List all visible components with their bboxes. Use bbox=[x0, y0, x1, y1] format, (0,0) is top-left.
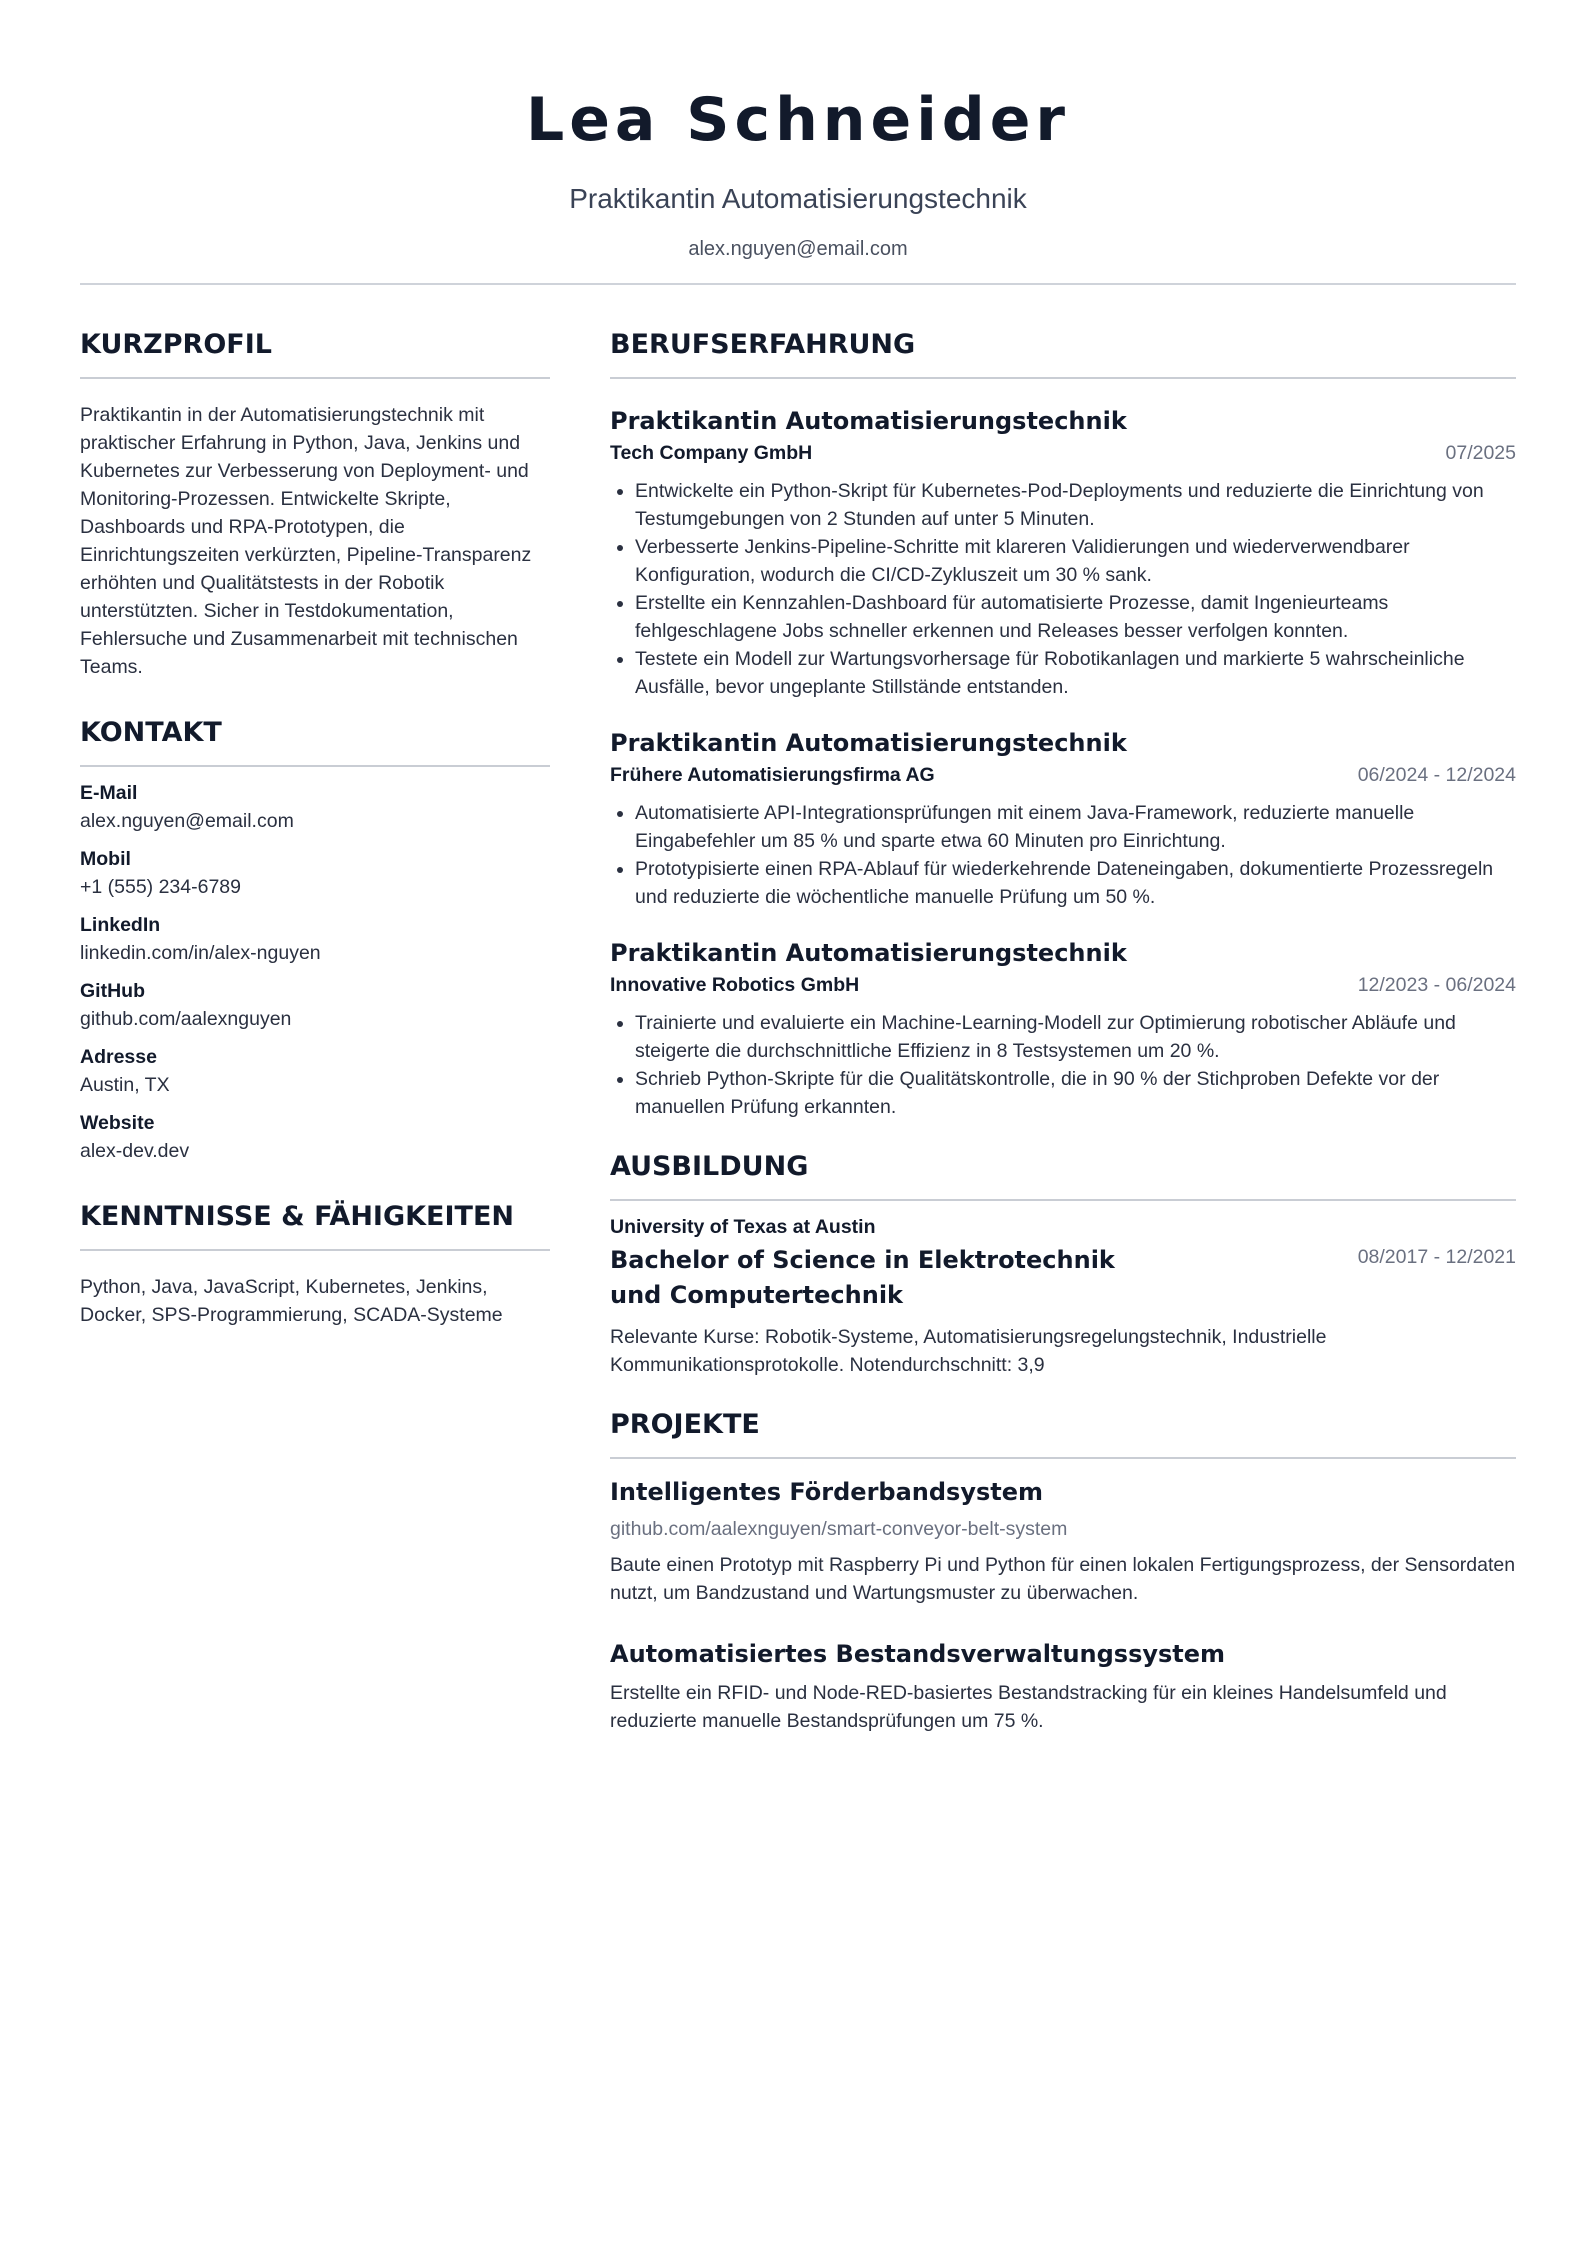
projects-heading: PROJEKTE bbox=[610, 1407, 1516, 1459]
project-link[interactable]: github.com/aalexnguyen/smart-conveyor-belt-system bbox=[610, 1518, 1068, 1540]
experience-heading: BERUFSERFAHRUNG bbox=[610, 327, 1516, 379]
education-heading: AUSBILDUNG bbox=[610, 1149, 1516, 1201]
contact-mobile bbox=[80, 845, 550, 901]
job-company: Tech Company GmbH bbox=[610, 442, 813, 464]
project-title: Intelligentes Förderbandsystem bbox=[610, 1478, 1044, 1506]
contact-github bbox=[80, 977, 550, 1033]
candidate-name: Lea Schneider bbox=[525, 85, 1070, 155]
skills-heading: KENNTNISSE & FÄHIGKEITEN bbox=[80, 1199, 550, 1251]
contact-label: E-Mail bbox=[80, 782, 138, 804]
contact-email bbox=[80, 779, 550, 835]
education-school: University of Texas at Austin bbox=[610, 1216, 876, 1238]
job-title: Praktikantin Automatisierungstechnik bbox=[610, 407, 1127, 435]
contact-label: Website bbox=[80, 1112, 155, 1134]
contact-value: alex.nguyen@email.com bbox=[80, 810, 294, 832]
skills-section bbox=[80, 1199, 550, 1329]
header-divider bbox=[80, 283, 1516, 285]
job-bullet: • Erstellte ein Kennzahlen-Dashboard für automatisierte Prozesse, damit Ingenieurteams fehlgeschlagene Jobs schneller erkennen und Releases besser verfolgen konnten. bbox=[635, 589, 1516, 645]
job-bullet: • Entwickelte ein Python-Skript für Kubernetes-Pod-Deployments und reduzierte die Einrichtung von Testumgebungen von 2 Stunden auf unter 5 Minuten. bbox=[635, 477, 1516, 533]
job-bullets bbox=[610, 799, 1516, 911]
education-details: Relevante Kurse: Robotik-Systeme, Automatisierungsregelungstechnik, Industrielle Kommunikationsprotokolle. Notendurchschnitt: 3,9 bbox=[610, 1326, 1327, 1376]
contact-list bbox=[80, 779, 550, 1165]
job-company: Innovative Robotics GmbH bbox=[610, 974, 860, 996]
education-section bbox=[610, 1149, 1516, 1379]
job-bullet: • Trainierte und evaluierte ein Machine-Learning-Modell zur Optimierung robotischer Abläufe und steigerte die durchschnittliche Effizienz in 8 Testsystemen um 20 %. bbox=[635, 1009, 1516, 1065]
project-description: Baute einen Prototyp mit Raspberry Pi und Python für einen lokalen Fertigungsprozess, der Sensordaten nutzt, um Bandzustand und Wartungsmuster zu überwachen. bbox=[610, 1554, 1516, 1604]
profile-text: Praktikantin in der Automatisierungstechnik mit praktischer Erfahrung in Python, Java, Jenkins und Kubernetes zur Verbesserung von Deployment- und Monitoring-Prozessen. Entwickelte Skripte, Dashboards und RPA-Prototypen, die Einrichtungszeiten verkürzten, Pipeline-Transparenz erhöhten und Qualitätstests in der Robotik unterstützten. Sicher in Testdokumentation, Fehlersuche und Zusammenarbeit mit technischen Teams. bbox=[80, 404, 532, 678]
projects-section bbox=[610, 1407, 1516, 1735]
job-title: Praktikantin Automatisierungstechnik bbox=[610, 729, 1127, 757]
experience-section bbox=[610, 327, 1516, 1121]
job-bullets bbox=[610, 477, 1516, 701]
skills-text: Python, Java, JavaScript, Kubernetes, Jenkins, Docker, SPS-Programmierung, SCADA-Systeme bbox=[80, 1276, 503, 1326]
job-title: Praktikantin Automatisierungstechnik bbox=[610, 939, 1127, 967]
job-date: 07/2025 bbox=[1445, 442, 1516, 464]
job-bullet: • Schrieb Python-Skripte für die Qualitätskontrolle, die in 90 % der Stichproben Defekte vor der manuellen Prüfung erkannten. bbox=[635, 1065, 1516, 1121]
contact-label: Adresse bbox=[80, 1046, 157, 1068]
education-degree: Bachelor of Science in Elektrotechnik und Computertechnik bbox=[610, 1246, 1115, 1309]
job-bullets bbox=[610, 1009, 1516, 1121]
contact-value: github.com/aalexnguyen bbox=[80, 1008, 292, 1030]
project-entry bbox=[610, 1475, 1516, 1607]
candidate-role: Praktikantin Automatisierungstechnik bbox=[569, 183, 1027, 214]
project-title: Automatisiertes Bestandsverwaltungssystem bbox=[610, 1640, 1226, 1668]
job-bullet: • Prototypisierte einen RPA-Ablauf für wiederkehrende Dateneingaben, dokumentierte Prozessregeln und reduzierte die wöchentliche manuelle Prüfung um 50 %. bbox=[635, 855, 1516, 911]
header-email: alex.nguyen@email.com bbox=[688, 238, 908, 260]
job-entry bbox=[610, 937, 1516, 1121]
contact-label: Mobil bbox=[80, 848, 131, 870]
education-date: 08/2017 - 12/2021 bbox=[1357, 1246, 1516, 1268]
job-entry bbox=[610, 727, 1516, 911]
left-column bbox=[80, 327, 550, 1363]
profile-section bbox=[80, 327, 550, 681]
job-meta bbox=[610, 971, 1516, 999]
contact-address bbox=[80, 1043, 550, 1099]
job-meta bbox=[610, 761, 1516, 789]
job-bullet: • Automatisierte API-Integrationsprüfungen mit einem Java-Framework, reduzierte manuelle Eingabefehler um 85 % und sparte etwa 60 Minuten pro Einrichtung. bbox=[635, 799, 1516, 855]
job-company: Frühere Automatisierungsfirma AG bbox=[610, 764, 935, 786]
job-bullet: • Testete ein Modell zur Wartungsvorhersage für Robotikanlagen und markierte 5 wahrscheinliche Ausfälle, bevor ungeplante Stillstände entstanden. bbox=[635, 645, 1516, 701]
project-entry bbox=[610, 1637, 1516, 1735]
education-entry bbox=[610, 1213, 1516, 1379]
job-bullet: • Verbesserte Jenkins-Pipeline-Schritte mit klareren Validierungen und wiederverwendbarer Konfiguration, wodurch die CI/CD-Zykluszeit um 30 % sank. bbox=[635, 533, 1516, 589]
contact-section bbox=[80, 715, 550, 1165]
resume-header bbox=[80, 80, 1516, 262]
job-entry bbox=[610, 405, 1516, 701]
job-date: 12/2023 - 06/2024 bbox=[1357, 974, 1516, 996]
contact-label: GitHub bbox=[80, 980, 145, 1002]
right-column bbox=[610, 327, 1516, 1735]
contact-value: linkedin.com/in/alex-nguyen bbox=[80, 942, 321, 964]
job-meta bbox=[610, 439, 1516, 467]
project-description: Erstellte ein RFID- und Node-RED-basiertes Bestandstracking für ein kleines Handelsumfeld und reduzierte manuelle Bestandsprüfungen um 75 %. bbox=[610, 1682, 1447, 1732]
contact-heading: KONTAKT bbox=[80, 715, 550, 767]
job-date: 06/2024 - 12/2024 bbox=[1357, 764, 1516, 786]
contact-value: Austin, TX bbox=[80, 1074, 170, 1096]
contact-website bbox=[80, 1109, 550, 1165]
contact-value: +1 (555) 234-6789 bbox=[80, 876, 241, 898]
contact-linkedin bbox=[80, 911, 550, 967]
contact-value: alex-dev.dev bbox=[80, 1140, 190, 1162]
education-meta bbox=[610, 1243, 1516, 1313]
contact-label: LinkedIn bbox=[80, 914, 161, 936]
profile-heading: KURZPROFIL bbox=[80, 327, 550, 379]
